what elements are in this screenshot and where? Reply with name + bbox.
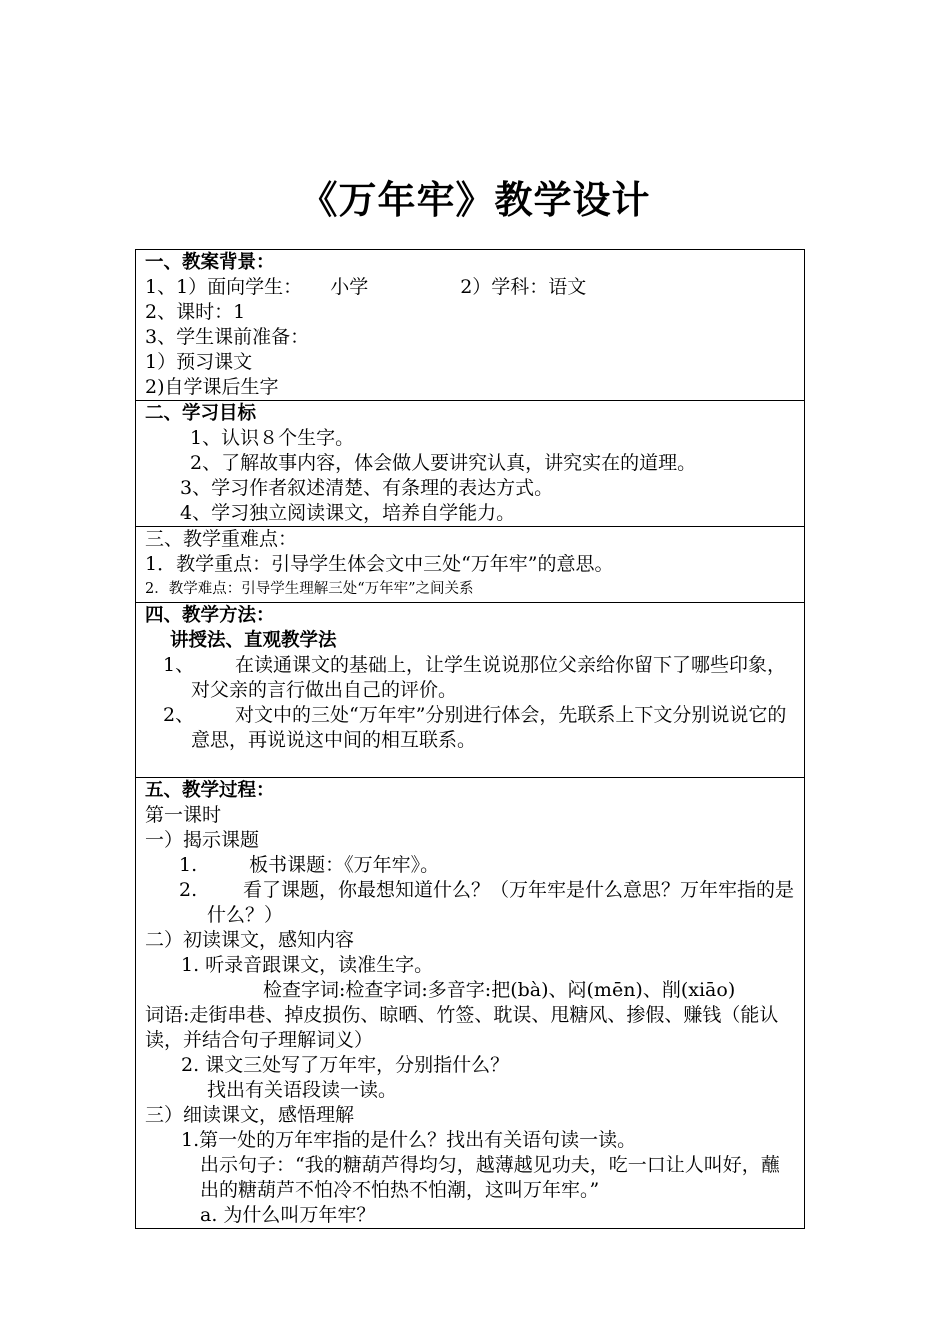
- section-objectives-heading: 二、学习目标: [145, 403, 257, 424]
- step-1-item-1-marker: 1.: [179, 854, 198, 876]
- preparation-line: 3、学生课前准备：: [145, 326, 310, 348]
- teaching-difficulty: 2．教学难点：引导学生理解三处“万年牢”之间关系: [145, 581, 474, 597]
- page-title: 《万年牢》教学设计: [299, 178, 651, 222]
- section-methods-heading: 四、教学方法：: [145, 605, 275, 626]
- section-methods-cell: [136, 603, 805, 778]
- section-background-cell: [136, 250, 805, 401]
- section-background: [136, 250, 805, 401]
- objective-item: 1、认识８个生字。: [190, 427, 355, 449]
- step-3-heading: 三）细读课文，感悟理解: [145, 1104, 355, 1126]
- step-2-item-2: 2. 课文三处写了万年牢，分别指什么？: [181, 1054, 510, 1076]
- section-process-heading: 五、教学过程：: [145, 780, 275, 801]
- step-2-item-1: 1. 听录音跟课文，读准生字。: [181, 954, 434, 976]
- step-1-item-1: [145, 853, 796, 878]
- objective-item: 2、了解故事内容，体会做人要讲究认真，讲究实在的道理。: [190, 452, 697, 474]
- section-process-cell: [136, 778, 805, 1229]
- step-2-words-check: 检查字词:检查字词:多音字:把(bà)、闷(mēn)、削(xiāo): [263, 979, 736, 1001]
- method-item-1: [145, 653, 796, 703]
- step-1-heading: 一）揭示课题: [145, 829, 260, 851]
- lesson-plan-table: [135, 249, 805, 1229]
- step-1-item-2-marker: 2.: [179, 879, 198, 901]
- subject-label: 2）学科：语文: [460, 276, 587, 298]
- teaching-method: 讲授法、直观教学法: [170, 630, 337, 651]
- method-item-2-marker: 2、: [163, 704, 195, 726]
- audience-label: 1、1）面向学生：: [145, 276, 303, 298]
- method-item-1-marker: 1、: [163, 654, 195, 676]
- step-3-item-1: 1.第一处的万年牢指的是什么？找出有关语句读一读。: [181, 1129, 637, 1151]
- section-background-heading: 一、教案背景：: [145, 252, 275, 273]
- objective-item: 4、学习独立阅读课文，培养自学能力。: [180, 502, 516, 524]
- step-1-item-2: [145, 878, 796, 928]
- section-objectives-cell: [136, 401, 805, 527]
- audience-subject-line: [145, 275, 796, 300]
- step-1-item-1-text: 板书课题：《万年牢》。: [249, 854, 440, 876]
- section-key-points: [136, 527, 805, 603]
- step-3-question: a. 为什么叫万年牢？: [200, 1204, 376, 1226]
- section-process: [136, 778, 805, 1229]
- class-hours-line: 2、课时：1: [145, 301, 246, 323]
- step-2-item-2-task: 找出有关语段读一读。: [207, 1079, 398, 1101]
- method-item-2: [145, 703, 796, 753]
- method-item-1-text: 在读通课文的基础上，让学生说说那位父亲给你留下了哪些印象，对父亲的言行做出自己的评价。: [191, 654, 787, 701]
- section-key-points-cell: [136, 527, 805, 603]
- teaching-focus: 1．教学重点：引导学生体会文中三处“万年牢”的意思。: [145, 553, 614, 575]
- objective-item: 3、学习作者叙述清楚、有条理的表达方式。: [180, 477, 554, 499]
- lesson-label: 第一课时: [145, 804, 222, 826]
- section-objectives: [136, 401, 805, 527]
- step-2-vocabulary: 词语:走街串巷、掉皮损伤、晾晒、竹签、耽误、甩糖风、掺假、赚钱（能认读，并结合句子理解词义）: [145, 1004, 779, 1051]
- audience-value: 小学: [330, 276, 369, 298]
- section-methods: [136, 603, 805, 778]
- step-2-heading: 二）初读课文，感知内容: [145, 929, 355, 951]
- step-1-item-2-text: 看了课题，你最想知道什么？（万年牢是什么意思？万年牢指的是什么？）: [207, 879, 795, 926]
- preparation-item-1: 1）预习课文: [145, 351, 253, 373]
- method-item-2-text: 对文中的三处“万年牢”分别进行体会，先联系上下文分别说说它的意思，再说说这中间的相互联系。: [191, 704, 787, 751]
- section-key-points-heading: 三、教学重难点：: [145, 528, 298, 550]
- preparation-item-2: 2)自学课后生字: [145, 376, 279, 398]
- step-3-quote: 出示句子：“我的糖葫芦得均匀，越薄越见功夫，吃一口让人叫好，蘸出的糖葫芦不怕冷不怕热不怕潮，这叫万年牢。”: [200, 1154, 780, 1201]
